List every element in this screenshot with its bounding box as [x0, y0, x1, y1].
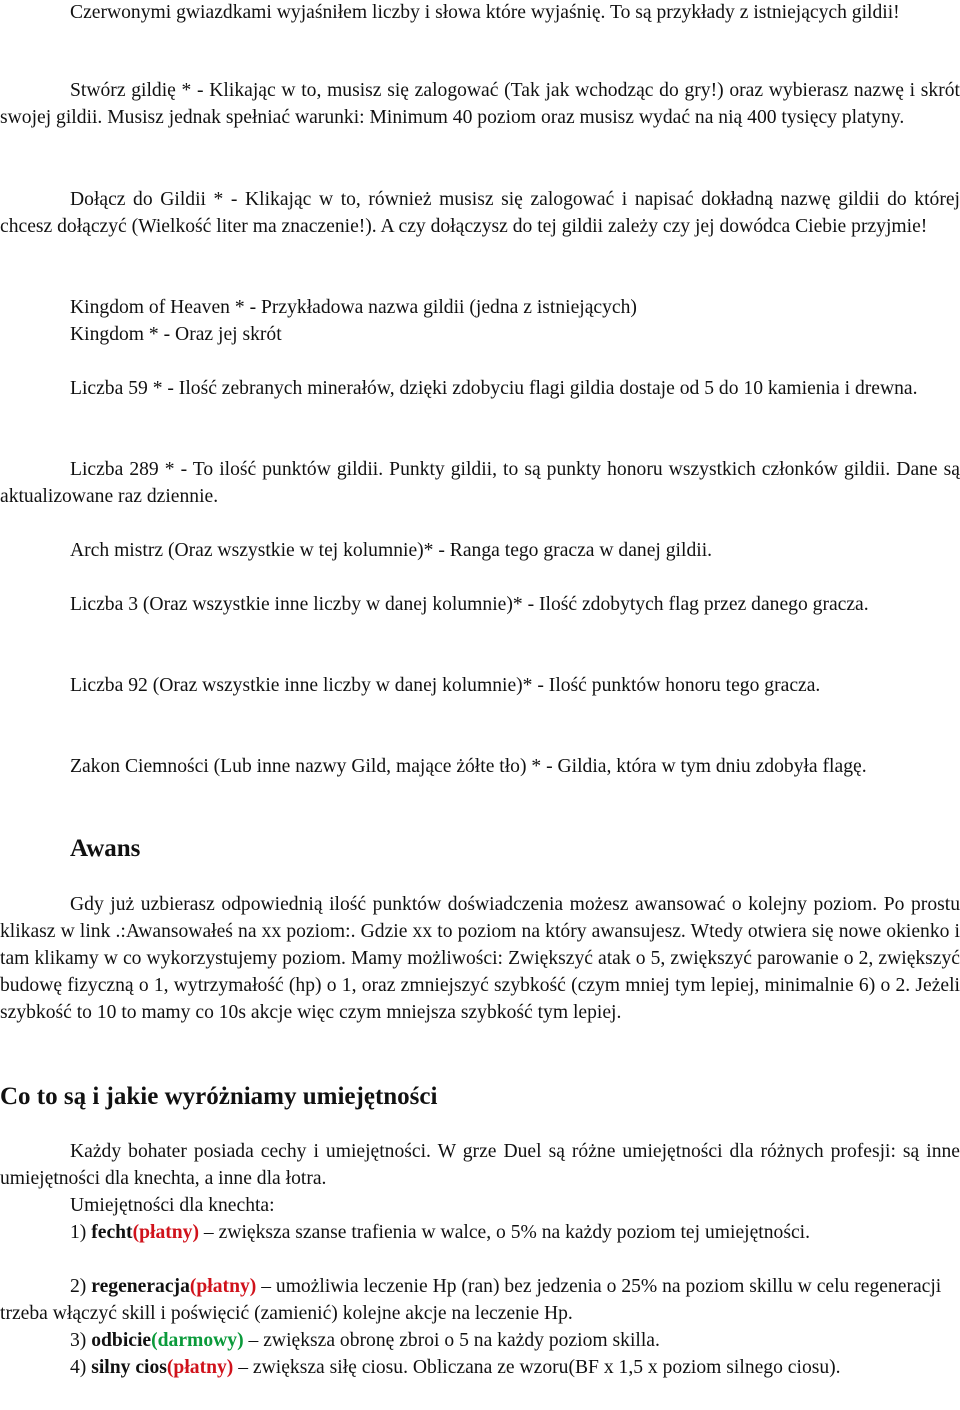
- skill-name: silny cios: [91, 1357, 167, 1378]
- paragraph-skills-intro: Każdy bohater posiada cechy i umiejętności. W grze Duel są różne umiejętności dla różnych profesji: są inne umiejętności dla knechta, a inne dla łotra.: [0, 1141, 960, 1189]
- skill-desc: – zwiększa szanse trafienia w walce, o 5% na każdy poziom tej umiejętności.: [199, 1222, 810, 1243]
- skill-name: fecht: [91, 1222, 133, 1243]
- heading-awans: Awans: [70, 835, 141, 862]
- skill-desc: – zwiększa siłę ciosu. Obliczana ze wzoru(BF x 1,5 x poziom silnego ciosu).: [233, 1357, 841, 1378]
- paragraph-guild-name: Kingdom of Heaven * - Przykładowa nazwa gildii (jedna z istniejących): [70, 297, 637, 318]
- skill-number: 4): [70, 1357, 87, 1378]
- skill-name: regeneracja: [91, 1276, 190, 1297]
- paragraph-flags: Liczba 3 (Oraz wszystkie inne liczby w danej kolumnie)* - Ilość zdobytych flag przez danego gracza.: [70, 594, 869, 615]
- skill-desc: – umożliwia leczenie Hp (ran) bez jedzenia o 25% na poziom skillu w celu regeneracji trzeba włączyć skill i poświęcić (zamienić) kolejne akcje na leczenie Hp.: [0, 1276, 942, 1324]
- paragraph-join-guild: Dołącz do Gildii * - Klikając w to, również musisz się zalogować i napisać dokładną nazwę gildii do której chcesz dołączyć (Wielkość liter ma znaczenie!). A czy dołączysz do tej gildii zależy czy jej dowódca Ciebie przyjmie!: [0, 189, 960, 237]
- skill-item-odbicie: [0, 1327, 960, 1354]
- paragraph-minerals: Liczba 59 * - Ilość zebranych minerałów, dzięki zdobyciu flagi gildia dostaje od 5 do 10 kamienia i drewna.: [70, 378, 918, 399]
- paragraph-guild-flag: Zakon Ciemności (Lub inne nazwy Gild, mające żółte tło) * - Gildia, która w tym dniu zdobyła flagę.: [70, 756, 867, 777]
- skill-name: odbicie: [91, 1330, 152, 1351]
- paragraph-awans: Gdy już uzbierasz odpowiednią ilość punktów doświadczenia możesz awansować o kolejny poziom. Po prostu klikasz w link .:Awansowałeś na xx poziom:. Gdzie xx to poziom na który awansujesz. Wtedy otwiera się nowe okienko i tam klikamy w co wykorzystujemy poziom. Mamy możliwości: Zwiększyć atak o 5, zwiększyć parowanie o 2, zwiększyć budowę fizyczną o 1, wytrzymałość (hp) o 1, oraz zmniejszyć szybkość (czym mniej tym lepiej, minimalnie 6) o 2. Jeżeli szybkość to 10 to mamy co 10s akcje więc czym mniejsza szybkość tym lepiej.: [0, 894, 960, 1023]
- skill-item-regeneracja: [0, 1273, 960, 1327]
- skill-tag: (płatny): [132, 1222, 199, 1243]
- paragraph-create-guild: Stwórz gildię * - Klikając w to, musisz się zalogować (Tak jak wchodząc do gry!) oraz wybierasz nazwę i skrót swojej gildii. Musisz jednak spełniać warunki: Minimum 40 poziom oraz musisz wydać na nią 400 tysięcy platyny.: [0, 80, 960, 128]
- paragraph-color-stars: Czerwonymi gwiazdkami wyjaśniłem liczby i słowa które wyjaśnię. To są przykłady z istniejących gildii!: [70, 2, 900, 23]
- paragraph-guild-short: Kingdom * - Oraz jej skrót: [70, 324, 282, 345]
- skill-item-silny-cios: [0, 1354, 960, 1381]
- paragraph-knecht-skills: Umiejętności dla knechta:: [70, 1195, 275, 1216]
- paragraph-guild-points: Liczba 289 * - To ilość punktów gildii. Punkty gildii, to są punkty honoru wszystkich członków gildii. Dane są aktualizowane raz dziennie.: [0, 459, 960, 507]
- skill-number: 1): [70, 1222, 87, 1243]
- skill-tag: (płatny): [189, 1276, 257, 1297]
- paragraph-honor: Liczba 92 (Oraz wszystkie inne liczby w danej kolumnie)* - Ilość punktów honoru tego gracza.: [70, 675, 821, 696]
- skill-tag: (darmowy): [151, 1330, 244, 1351]
- skill-tag: (płatny): [166, 1357, 234, 1378]
- skill-number: 3): [70, 1330, 87, 1351]
- paragraph-rank: Arch mistrz (Oraz wszystkie w tej kolumnie)* - Ranga tego gracza w danej gildii.: [70, 540, 713, 561]
- skill-number: 2): [70, 1276, 87, 1297]
- skill-item-fecht: [0, 1219, 960, 1246]
- skill-desc: – zwiększa obronę zbroi o 5 na każdy poziom skilla.: [243, 1330, 660, 1351]
- heading-skills-section: Co to są i jakie wyróżniamy umiejętności: [0, 1083, 438, 1110]
